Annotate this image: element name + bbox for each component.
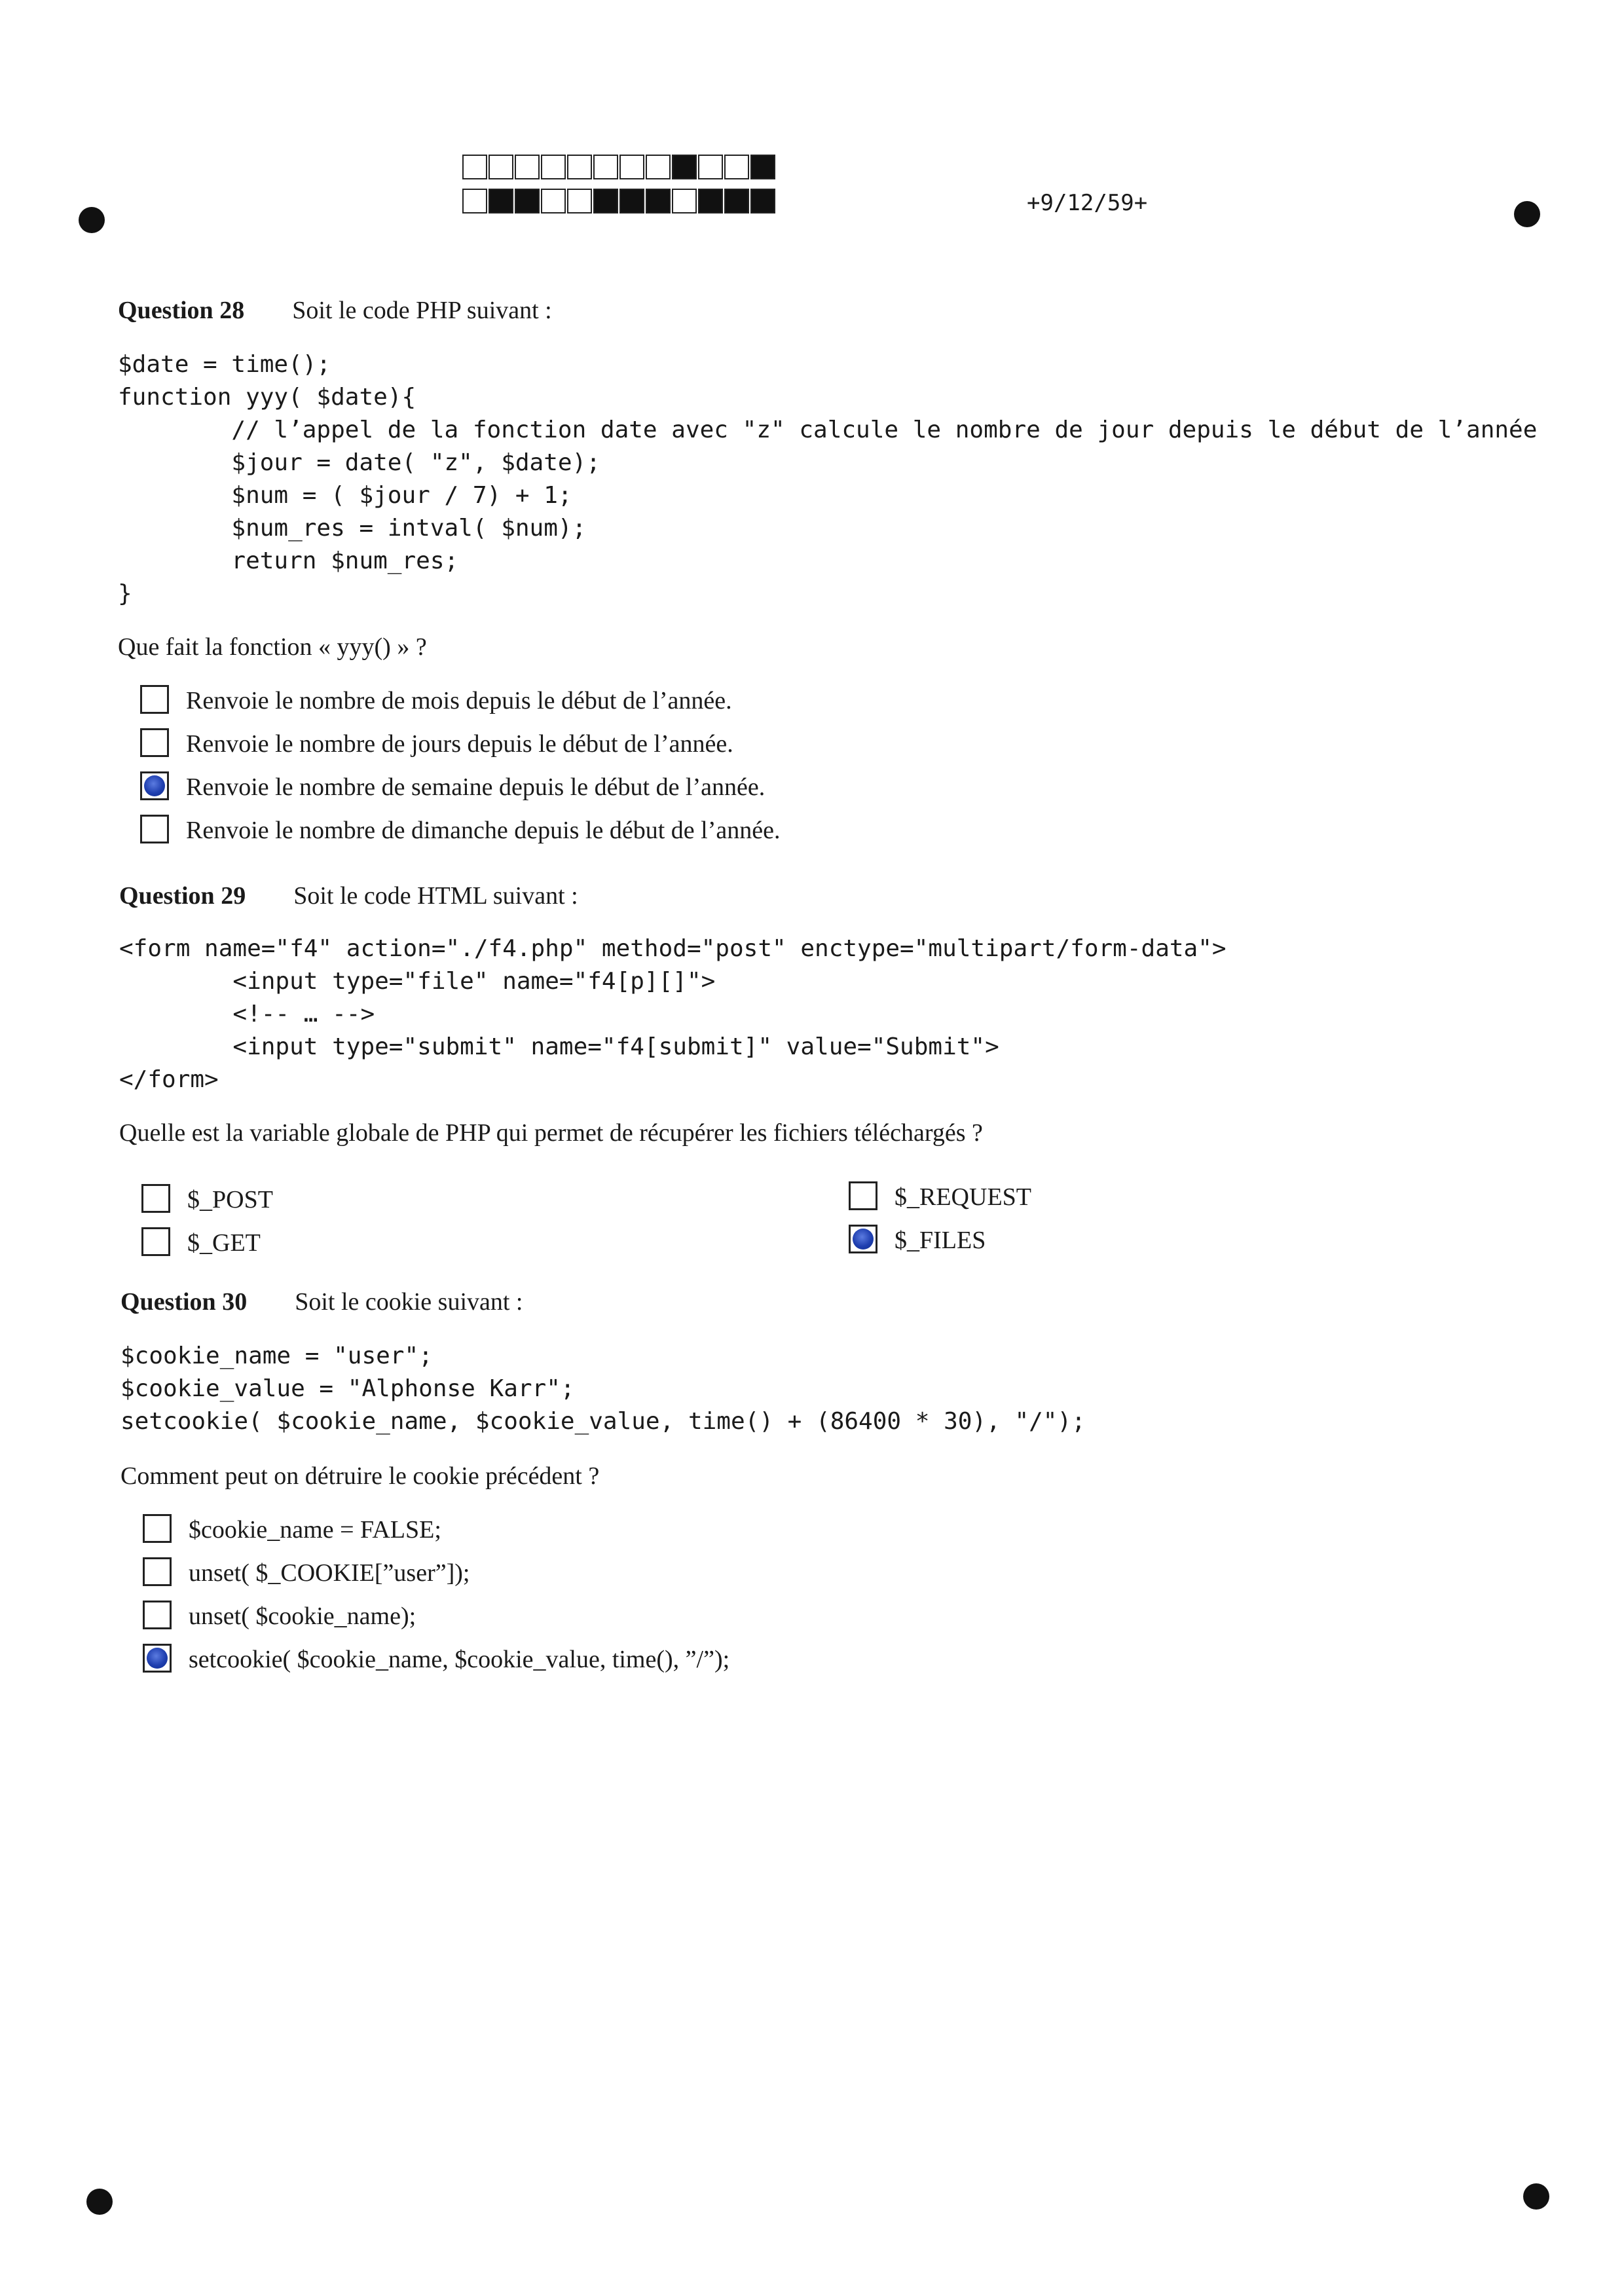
option-label: unset( $_COOKIE[”user”]); xyxy=(189,1559,470,1587)
barcode-cell xyxy=(698,189,723,213)
barcode-cell xyxy=(515,155,540,179)
code-line: <form name="f4" action="./f4.php" method="post" enctype="multipart/form-data"> xyxy=(119,935,1227,962)
barcode-cell xyxy=(646,189,671,213)
barcode-cell xyxy=(672,155,697,179)
barcode-cell xyxy=(724,189,749,213)
question-label: Question 30 xyxy=(120,1288,248,1316)
barcode-cell xyxy=(515,189,540,213)
option-label: Renvoie le nombre de dimanche depuis le début de l’année. xyxy=(186,817,781,844)
option-label: $_REQUEST xyxy=(895,1183,1031,1211)
question-label: Question 28 xyxy=(118,297,245,324)
barcode-cell xyxy=(462,189,487,213)
code-line: $num_res = intval( $num); xyxy=(118,515,587,542)
code-line: </form> xyxy=(119,1066,219,1093)
barcode-cell xyxy=(462,155,487,179)
corner-mark-bottom-right xyxy=(1523,2183,1549,2210)
barcode-cell xyxy=(489,155,513,179)
code-line: // l’appel de la fonction date avec "z" calcule le nombre de jour depuis le début de l’année xyxy=(118,417,1538,443)
corner-mark-top-right xyxy=(1514,201,1540,227)
barcode-cell xyxy=(724,155,749,179)
corner-mark-bottom-left xyxy=(86,2189,113,2215)
question-label: Question 29 xyxy=(119,882,246,910)
barcode-cell xyxy=(593,189,618,213)
code-line: $jour = date( "z", $date); xyxy=(118,449,600,476)
question-intro: Soit le code HTML suivant : xyxy=(293,882,578,910)
question-intro: Soit le code PHP suivant : xyxy=(292,297,552,324)
option-label: setcookie( $cookie_name, $cookie_value, time(), ”/”); xyxy=(189,1646,730,1673)
barcode-cell xyxy=(489,189,513,213)
barcode-row-1 xyxy=(462,155,777,179)
checkbox[interactable] xyxy=(849,1181,877,1210)
option-label: unset( $cookie_name); xyxy=(189,1602,416,1630)
option-label: $_POST xyxy=(187,1186,273,1213)
option-label: Renvoie le nombre de jours depuis le début de l’année. xyxy=(186,730,733,758)
barcode-cell xyxy=(593,155,618,179)
code-line: $cookie_name = "user"; xyxy=(120,1342,433,1369)
barcode-cell xyxy=(646,155,671,179)
barcode-cell xyxy=(672,189,697,213)
barcode-cell xyxy=(541,155,566,179)
option-label: Renvoie le nombre de mois depuis le début de l’année. xyxy=(186,687,732,714)
question-28-header xyxy=(118,296,552,325)
option-label: $cookie_name = FALSE; xyxy=(189,1516,441,1544)
checkbox[interactable] xyxy=(140,685,169,714)
option-label: $_FILES xyxy=(895,1227,986,1254)
code-line: <input type="file" name="f4[p][]"> xyxy=(119,968,716,995)
barcode-cell xyxy=(619,189,644,213)
checkbox-checked[interactable] xyxy=(143,1644,172,1673)
option-label: $_GET xyxy=(187,1229,261,1257)
barcode-cell xyxy=(567,189,592,213)
code-line: } xyxy=(118,580,132,607)
option-label: Renvoie le nombre de semaine depuis le début de l’année. xyxy=(186,773,766,801)
code-line: return $num_res; xyxy=(118,547,459,574)
barcode-cell xyxy=(619,155,644,179)
barcode-cell xyxy=(541,189,566,213)
barcode-cell xyxy=(567,155,592,179)
barcode-cell xyxy=(750,189,775,213)
question-intro: Soit le cookie suivant : xyxy=(295,1288,523,1316)
code-line: <input type="submit" name="f4[submit]" value="Submit"> xyxy=(119,1033,999,1060)
checkbox[interactable] xyxy=(141,1184,170,1213)
code-line: $cookie_value = "Alphonse Karr"; xyxy=(120,1375,575,1402)
checkbox-checked[interactable] xyxy=(849,1225,877,1253)
code-line: $num = ( $jour / 7) + 1; xyxy=(118,482,572,509)
code-line: function yyy( $date){ xyxy=(118,384,416,411)
checkbox-checked[interactable] xyxy=(140,771,169,800)
barcode-row-2 xyxy=(462,189,777,213)
sheet-id: +9/12/59+ xyxy=(1027,190,1148,216)
question-28-prompt: Que fait la fonction « yyy() » ? xyxy=(118,633,427,661)
checkbox[interactable] xyxy=(143,1601,172,1629)
question-30-prompt: Comment peut on détruire le cookie précédent ? xyxy=(120,1462,600,1490)
code-line: $date = time(); xyxy=(118,351,331,378)
checkbox[interactable] xyxy=(143,1514,172,1543)
question-29-prompt: Quelle est la variable globale de PHP qui permet de récupérer les fichiers téléchargés ? xyxy=(119,1119,983,1147)
corner-mark-top-left xyxy=(79,207,105,233)
code-line: <!-- … --> xyxy=(119,1001,375,1028)
checkbox[interactable] xyxy=(140,728,169,757)
question-29-header xyxy=(119,881,578,910)
checkbox[interactable] xyxy=(141,1227,170,1256)
checkbox[interactable] xyxy=(143,1557,172,1586)
question-30-header xyxy=(120,1287,523,1316)
code-line: setcookie( $cookie_name, $cookie_value, time() + (86400 * 30), "/"); xyxy=(120,1408,1086,1435)
checkbox[interactable] xyxy=(140,815,169,843)
barcode-cell xyxy=(698,155,723,179)
barcode-cell xyxy=(750,155,775,179)
